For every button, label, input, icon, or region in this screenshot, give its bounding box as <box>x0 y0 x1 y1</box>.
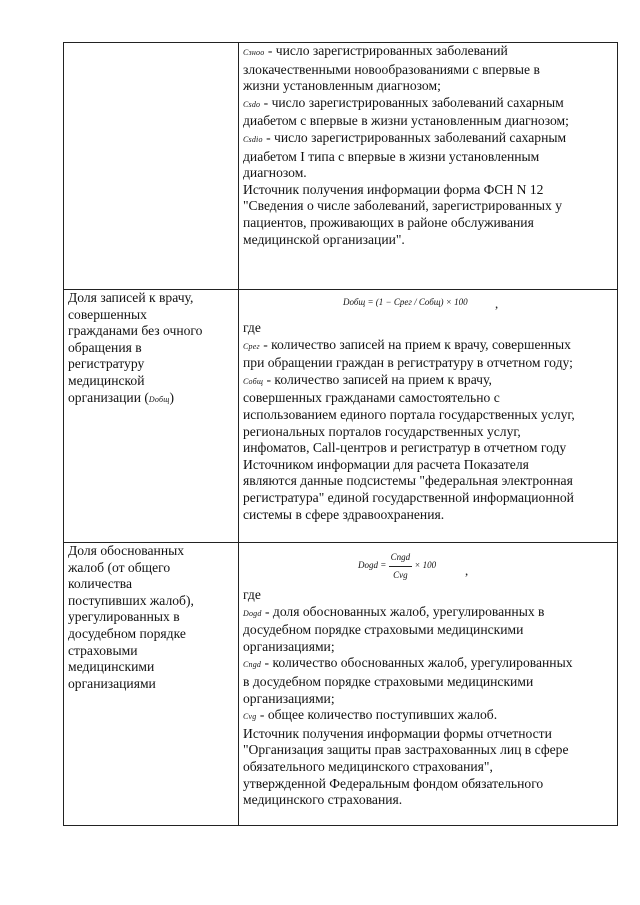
indicator-name-line <box>68 593 234 610</box>
text-line <box>243 691 613 708</box>
indicator-name-line <box>68 643 234 660</box>
text-line <box>243 759 613 776</box>
line-text: "Сведения о числе заболеваний, зарегистрированных у <box>243 198 563 214</box>
line-text: регистратуру <box>68 356 145 372</box>
row1-right-cell <box>239 43 618 290</box>
formula-numerator: Cngd <box>389 549 413 567</box>
formula-lhs: Dogd = <box>358 560 387 571</box>
line-text: урегулированных в <box>68 609 180 625</box>
line-text: досудебном порядке страховыми медицинскими <box>243 622 524 638</box>
symbol-label: Cзноо <box>243 48 265 57</box>
text-line <box>243 490 613 507</box>
symbol-label: Dogd <box>243 608 262 618</box>
line-text: диабетом с впервые в жизни установленным диагнозом; <box>243 113 569 129</box>
indicator-name-line <box>68 373 234 390</box>
line-text: диабетом I типа с впервые в жизни установленным <box>243 148 540 164</box>
text-line <box>243 655 613 674</box>
text-line <box>243 232 613 249</box>
line-text: - количество записей на прием к врачу, совершенных <box>259 336 571 352</box>
line-text: гражданами без очного <box>68 323 203 339</box>
text-line <box>243 792 613 809</box>
text-line <box>243 215 613 232</box>
text-line <box>243 320 613 337</box>
line-text: Источником информации для расчета Показателя <box>243 456 529 472</box>
text-line <box>243 407 613 424</box>
line-text: - число зарегистрированных заболеваний сахарным <box>260 94 564 110</box>
symbol-label: Csdio <box>243 134 263 144</box>
text-line <box>243 604 613 623</box>
indicator-name-line <box>68 307 234 324</box>
indicator-name-line <box>68 290 234 307</box>
line-text: совершенных <box>68 306 147 322</box>
line-text: использованием единого портала государственных услуг, <box>243 406 575 422</box>
formula-dobsh <box>243 290 613 320</box>
line-text: где <box>243 320 261 335</box>
line-text: злокачественными новообразованиями с впервые в <box>243 61 540 77</box>
text-line <box>243 707 613 726</box>
line-text: - число зарегистрированных заболеваний сахарным <box>262 129 567 145</box>
line-text: "Организация защиты прав застрахованных лиц в сфере <box>243 742 569 758</box>
row2-left-cell <box>64 290 239 543</box>
symbol-label: Cvg <box>243 712 257 722</box>
line-text: Источник получения информации формы отчетности <box>243 725 552 741</box>
formula-comma: , <box>495 296 499 311</box>
text-line <box>243 390 613 407</box>
text-line <box>243 95 613 114</box>
text-line <box>243 113 613 130</box>
text-line <box>243 198 613 215</box>
text-line <box>243 587 613 604</box>
symbol-label: Cngd <box>243 660 262 670</box>
line-text: количества <box>68 576 133 592</box>
line-text: Источник получения информации форма ФСН N 12 <box>243 181 544 197</box>
line-text: Доля записей к врачу, <box>68 290 194 305</box>
indicator-name-line <box>68 543 234 560</box>
symbol-label: Cрег <box>243 341 260 351</box>
indicator-name-line <box>68 626 234 643</box>
formula-comma: , <box>465 563 469 578</box>
line-text: диагнозом. <box>243 165 307 181</box>
formula-multiplier: × 100 <box>414 560 437 571</box>
symbol-label: Cобщ <box>243 376 264 386</box>
line-text: Доля обоснованных <box>68 543 185 558</box>
row2-right-cell <box>239 290 618 543</box>
line-text: страховыми <box>68 642 138 658</box>
text-line <box>243 622 613 639</box>
text-line <box>243 639 613 656</box>
text-line <box>243 355 613 372</box>
indicator-name-line <box>68 560 234 577</box>
formula-denominator: Cvg <box>393 569 408 580</box>
line-text: являются данные подсистемы "федеральная электронная <box>243 473 573 489</box>
indicator-name-line <box>68 609 234 626</box>
line-text: организациями <box>68 675 156 691</box>
indicator-name-line <box>68 356 234 373</box>
text-line <box>243 473 613 490</box>
formula-fraction <box>389 549 413 583</box>
text-line <box>243 337 613 356</box>
formula-text: Dобщ = (1 − Cрег / Cобщ) × 100 <box>343 297 468 307</box>
text-line <box>243 62 613 79</box>
formula-dogd <box>243 543 613 587</box>
line-text: медицинской <box>68 372 145 388</box>
line-text: инфоматов, Call-центров и регистратур в отчетном году <box>243 440 567 456</box>
table-row <box>64 290 618 543</box>
table-row <box>64 543 618 826</box>
line-text: жалоб (от общего <box>68 559 171 575</box>
row3-right-cell <box>239 543 618 826</box>
text-line <box>243 149 613 166</box>
line-text: региональных порталов государственных услуг, <box>243 423 521 439</box>
text-line <box>243 165 613 182</box>
line-text: - количество обоснованных жалоб, урегулированных <box>261 655 573 671</box>
indicator-table <box>63 42 618 826</box>
line-text: организации ( <box>68 389 149 405</box>
line-text: в досудебном порядке страховыми медицинскими <box>243 673 534 689</box>
indicator-name-line <box>68 659 234 676</box>
line-text: поступивших жалоб), <box>68 592 194 608</box>
line-text: совершенных гражданами самостоятельно с <box>243 390 500 406</box>
line-text: - число зарегистрированных заболеваний <box>264 43 508 58</box>
line-text: ) <box>169 389 174 405</box>
text-line <box>243 507 613 524</box>
line-text: медицинского страхования. <box>243 792 403 808</box>
line-text: утвержденной Федеральным фондом обязательного <box>243 775 544 791</box>
line-text: медицинской организации". <box>243 231 405 247</box>
line-text: - общее количество поступивших жалоб. <box>256 707 498 723</box>
line-text: организациями; <box>243 690 335 706</box>
text-line <box>243 43 613 62</box>
text-line <box>243 726 613 743</box>
symbol-label: Csdo <box>243 99 261 109</box>
text-line <box>243 372 613 391</box>
indicator-name-line <box>68 323 234 340</box>
line-text: досудебном порядке <box>68 625 186 641</box>
text-line <box>243 457 613 474</box>
line-text: регистратура" единой государственной информационной <box>243 489 574 505</box>
text-line <box>243 742 613 759</box>
row3-left-cell <box>64 543 239 826</box>
line-text: обязательного медицинского страхования", <box>243 758 493 774</box>
line-text: - доля обоснованных жалоб, урегулированных в <box>261 603 545 619</box>
text-line <box>243 424 613 441</box>
text-line <box>243 674 613 691</box>
text-line <box>243 440 613 457</box>
row1-left-cell <box>64 43 239 290</box>
table-row <box>64 43 618 290</box>
indicator-name-line <box>68 676 234 693</box>
indicator-name-line <box>68 390 234 409</box>
line-text: при обращении граждан в регистратуру в отчетном году; <box>243 355 573 371</box>
text-line <box>243 130 613 149</box>
indicator-name-line <box>68 340 234 357</box>
symbol-label: Dобщ <box>148 394 170 404</box>
text-line <box>243 78 613 95</box>
line-text: жизни установленным диагнозом; <box>243 78 441 94</box>
line-text: медицинскими <box>68 659 155 675</box>
line-text: организациями; <box>243 638 335 654</box>
line-text: системы в сфере здравоохранения. <box>243 506 445 522</box>
text-line <box>243 776 613 793</box>
indicator-name-line <box>68 576 234 593</box>
line-text: обращения в <box>68 339 142 355</box>
line-text: - количество записей на прием к врачу, <box>263 371 492 387</box>
line-text: пациентов, проживающих в районе обслуживания <box>243 214 534 230</box>
line-text: где <box>243 587 261 602</box>
text-line <box>243 182 613 199</box>
